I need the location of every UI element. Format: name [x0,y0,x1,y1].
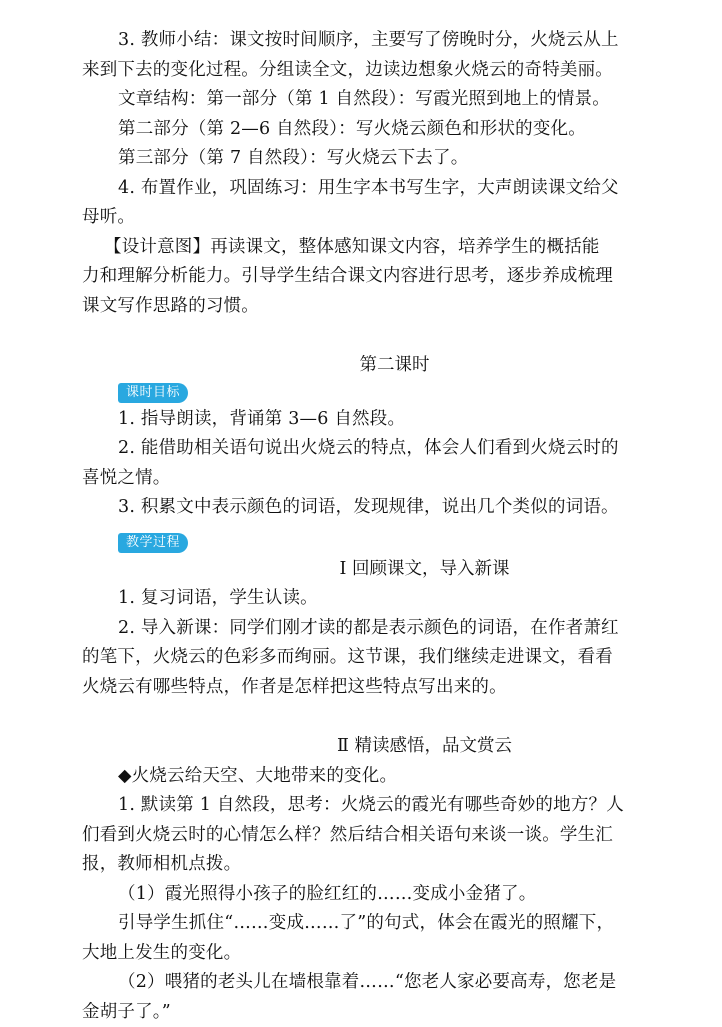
goal-item: 喜悦之情。 [82,464,647,494]
paragraph-line: 2. 导入新课：同学们刚才读的都是表示颜色的词语，在作者萧红 [82,614,647,644]
process-badge: 教学过程 [118,533,188,553]
sub-item: 金胡子了。” [82,998,647,1027]
document-page [82,26,647,1027]
paragraph-line: 文章结构：第一部分（第 1 自然段）：写霞光照到地上的情景。 [82,85,647,115]
paragraph-line: 第三部分（第 7 自然段）：写火烧云下去了。 [82,144,647,174]
paragraph-line: 引导学生抓住“……变成……了”的句式，体会在霞光的照耀下， [82,909,647,939]
paragraph-line: 第二部分（第 2—6 自然段）：写火烧云颜色和形状的变化。 [82,115,647,145]
paragraph-line: 来到下去的变化过程。分组读全文，边读边想象火烧云的奇特美丽。 [82,56,647,86]
spacer [82,702,647,732]
sub-item: （1）霞光照得小孩子的脸红红的……变成小金猪了。 [82,880,647,910]
design-intent-line: 【设计意图】再读课文，整体感知课文内容，培养学生的概括能 [82,233,647,263]
paragraph-line: 1. 默读第 1 自然段，思考：火烧云的霞光有哪些奇妙的地方？人 [82,791,647,821]
paragraph-line: 母听。 [82,203,647,233]
paragraph-line: 4. 布置作业，巩固练习：用生字本书写生字，大声朗读课文给父 [82,174,647,204]
paragraph-line: 的笔下，火烧云的色彩多而绚丽。这节课，我们继续走进课文，看看 [82,643,647,673]
spacer [82,321,647,351]
paragraph-line: 们看到火烧云时的心情怎么样？然后结合相关语句来谈一谈。学生汇 [82,821,647,851]
paragraph-line: 1. 复习词语，学生认读。 [82,584,647,614]
paragraph-line: 报，教师相机点拨。 [82,850,647,880]
bullet-heading: ◆火烧云给天空、大地带来的变化。 [82,762,647,792]
goal-item: 3. 积累文中表示颜色的词语，发现规律，说出几个类似的词语。 [82,493,647,523]
goals-badge-row [82,381,647,405]
lesson-title: 第二课时 [82,351,647,381]
section-title: Ⅱ 精读感悟，品文赏云 [82,732,647,762]
design-intent-line: 课文写作思路的习惯。 [82,292,647,322]
goals-badge: 课时目标 [118,383,188,403]
design-intent-line: 力和理解分析能力。引导学生结合课文内容进行思考，逐步养成梳理 [82,262,647,292]
goal-item: 1. 指导朗读，背诵第 3—6 自然段。 [82,405,647,435]
goal-item: 2. 能借助相关语句说出火烧云的特点，体会人们看到火烧云时的 [82,434,647,464]
spacer [82,523,647,531]
paragraph-line: 火烧云有哪些特点，作者是怎样把这些特点写出来的。 [82,673,647,703]
section-title: Ⅰ 回顾课文，导入新课 [82,555,647,585]
sub-item: （2）喂猪的老头儿在墙根靠着……“您老人家必要高寿，您老是 [82,968,647,998]
paragraph-line: 大地上发生的变化。 [82,939,647,969]
process-badge-row [82,531,647,555]
paragraph-line: 3. 教师小结：课文按时间顺序，主要写了傍晚时分，火烧云从上 [82,26,647,56]
